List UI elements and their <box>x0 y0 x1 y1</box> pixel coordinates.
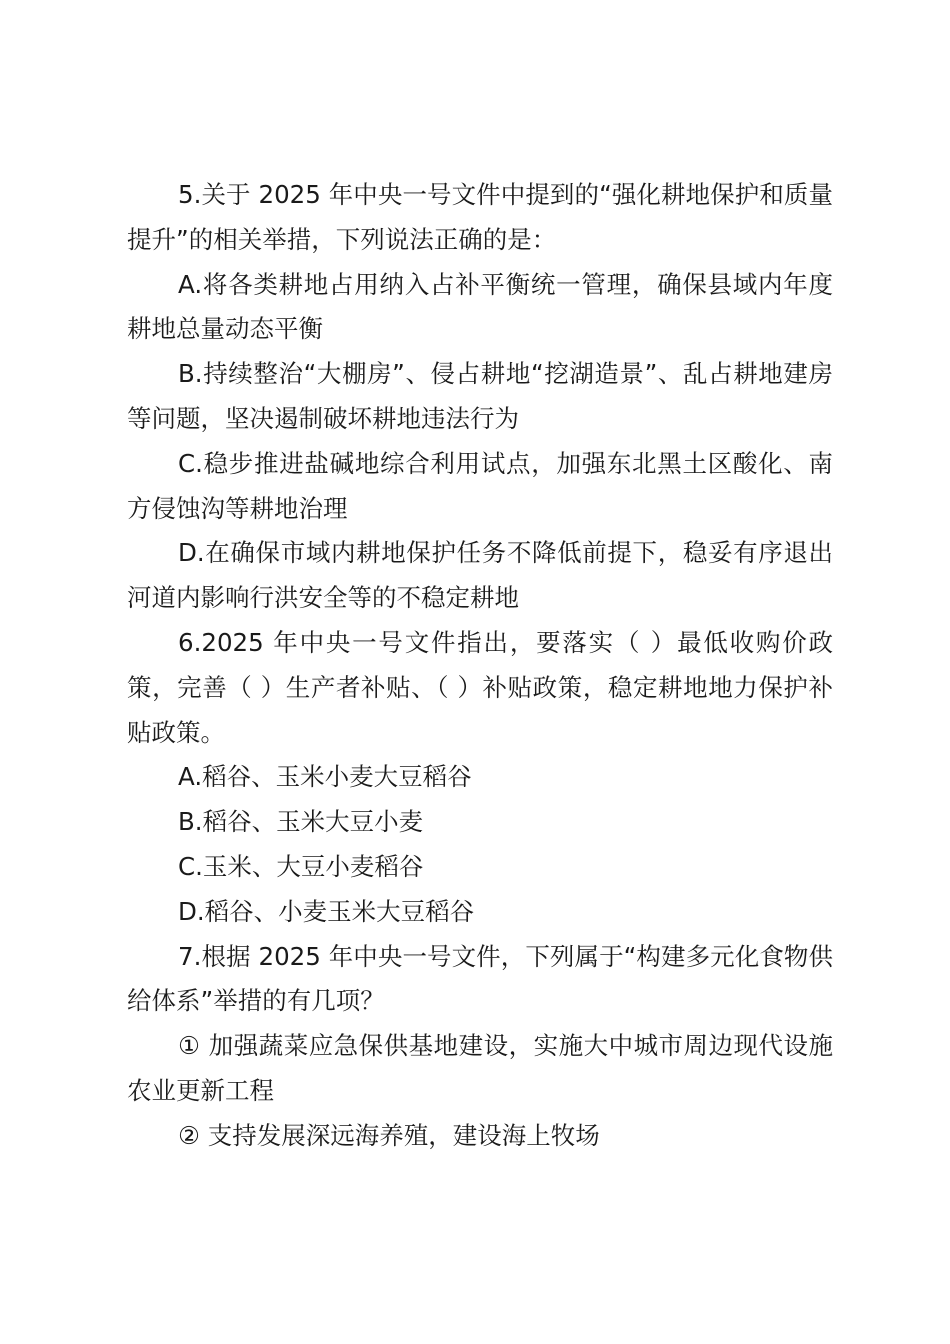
question-7-item-2: ② 支持发展深远海养殖，建设海上牧场 <box>178 1120 600 1150</box>
question-5-option-b: B.持续整治“大棚房”、侵占耕地“挖湖造景”、乱占耕地建房等问题，坚决遏制破坏耕地违法行为 <box>127 359 833 433</box>
question-7-item-1: ① 加强蔬菜应急保供基地建设，实施大中城市周边现代设施农业更新工程 <box>127 1031 833 1105</box>
question-6-option-d: D.稻谷、小麦玉米大豆稻谷 <box>178 896 475 926</box>
question-6-option-b: B.稻谷、玉米大豆小麦 <box>178 807 424 837</box>
question-5-option-a: A.将各类耕地占用纳入占补平衡统一管理，确保县域内年度耕地总量动态平衡 <box>127 269 833 344</box>
question-5-option-d: D.在确保市域内耕地保护任务不降低前提下，稳妥有序退出河道内影响行洪安全等的不稳定耕地 <box>127 538 833 613</box>
question-6-stem: 6.2025 年中央一号文件指出，要落实（ ）最低收购价政策，完善（ ）生产者补贴、（ ）补贴政策，稳定耕地地力保护补贴政策。 <box>127 627 833 747</box>
document-page <box>127 173 833 1159</box>
question-5-stem: 5.关于 2025 年中央一号文件中提到的“强化耕地保护和质量提升”的相关举措，下列说法正确的是： <box>127 180 833 254</box>
question-7-stem: 7.根据 2025 年中央一号文件，下列属于“构建多元化食物供给体系”举措的有几项？ <box>127 941 833 1016</box>
question-6-option-a: A.稻谷、玉米小麦大豆稻谷 <box>178 762 472 792</box>
question-5-option-c: C.稳步推进盐碱地综合利用试点，加强东北黑土区酸化、南方侵蚀沟等耕地治理 <box>127 448 833 523</box>
question-6-option-c: C.玉米、大豆小麦稻谷 <box>178 851 424 881</box>
